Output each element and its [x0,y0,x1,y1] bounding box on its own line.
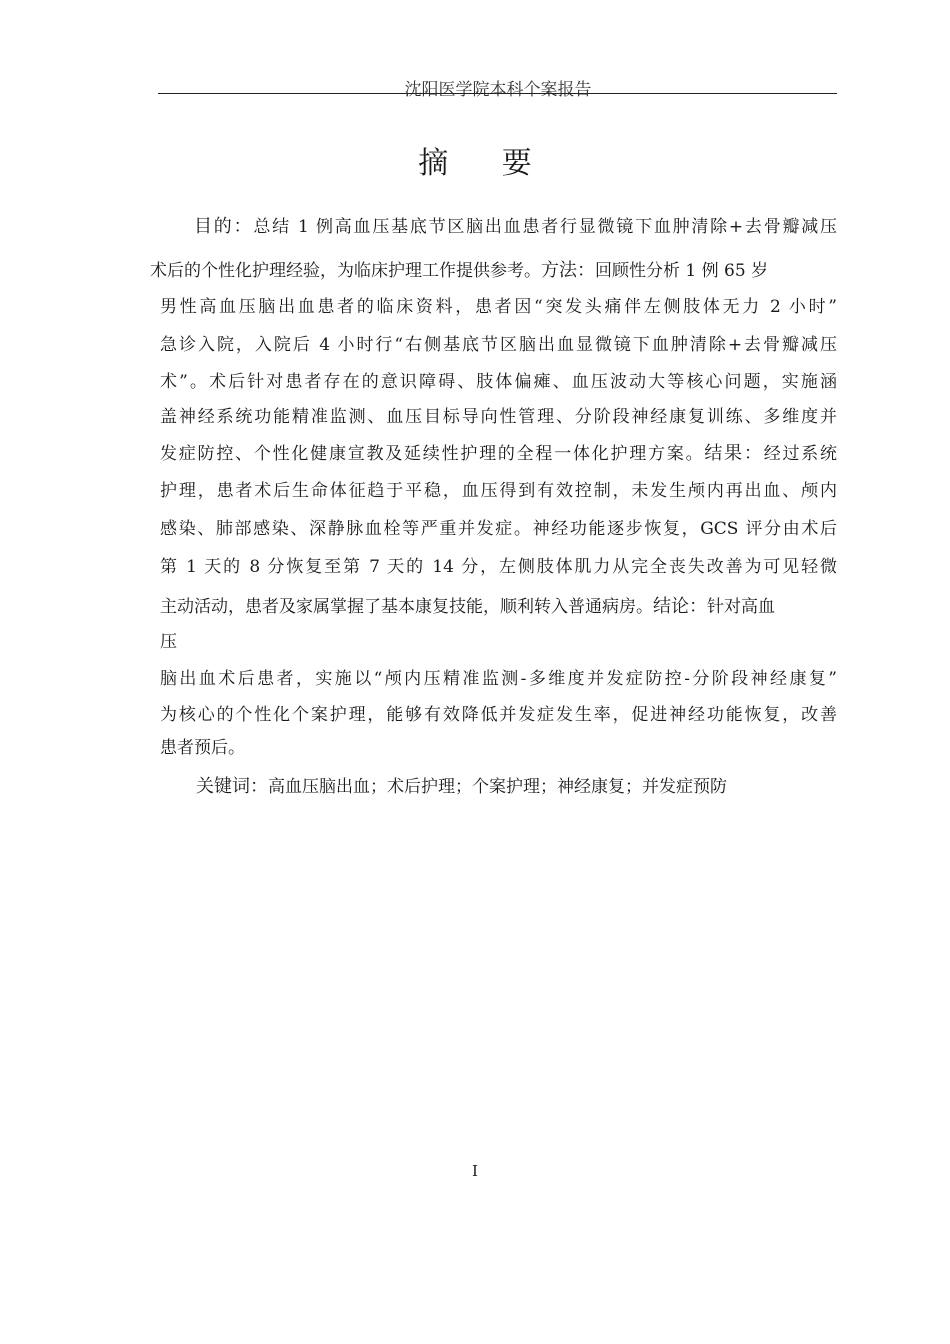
conclusion-label: 结论： [653,596,707,617]
objective-label: 目的： [194,216,254,237]
abstract-line: 男性高血压脑出血患者的临床资料，患者因“突发头痛伴左侧肢体无力 2 小时” [160,297,837,317]
abstract-line: 为核心的个性化个案护理，能够有效降低并发症发生率，促进神经功能恢复，改善 [160,705,837,725]
page-number: I [472,1162,478,1180]
abstract-line: 脑出血术后患者，实施以“颅内压精准监测-多维度并发症防控-分阶段神经康复” [160,669,837,689]
abstract-line: 盖神经系统功能精准监测、血压目标导向性管理、分阶段神经康复训练、多维度并 [160,407,837,427]
abstract-line: 患者预后。 [160,738,245,758]
abstract-line: 压 [160,632,177,652]
abstract-line: 主动活动，患者及家属掌握了基本康复技能，顺利转入普通病房。结论：针对高血 [160,596,775,617]
abstract-line: 术后的个性化护理经验，为临床护理工作提供参考。方法：回顾性分析 1 例 65 岁 [150,260,769,281]
abstract-line: 感染、肺部感染、深静脉血栓等严重并发症。神经功能逐步恢复，GCS 评分由术后 [160,519,837,539]
abstract-line: 术”。术后针对患者存在的意识障碍、肢体偏瘫、血压波动大等核心问题，实施涵 [160,372,837,392]
result-label: 结果： [704,443,764,464]
header-divider [158,93,837,94]
keywords-label: 关键词： [196,776,268,797]
abstract-line: 急诊入院，入院后 4 小时行“右侧基底节区脑出血显微镜下血肿清除+去骨瓣减压 [160,335,837,355]
method-label: 方法： [541,260,595,281]
keywords-line [196,776,873,798]
abstract-line: 发症防控、个性化健康宣教及延续性护理的全程一体化护理方案。结果：经过系统 [160,443,838,464]
abstract-title: 摘 要 [418,146,554,181]
abstract-line: 第 1 天的 8 分恢复至第 7 天的 14 分，左侧肢体肌力从完全丧失改善为可见轻微 [160,557,837,577]
keywords-text: 高血压脑出血；术后护理；个案护理；神经康复；并发症预防 [268,777,727,797]
running-header: 沈阳医学院本科个案报告 [404,80,592,100]
abstract-line: 护理，患者术后生命体征趋于平稳，血压得到有效控制，未发生颅内再出血、颅内 [160,481,837,501]
abstract-line: 目的：总结 1 例高血压基底节区脑出血患者行显微镜下血肿清除+去骨瓣减压 [194,216,837,237]
